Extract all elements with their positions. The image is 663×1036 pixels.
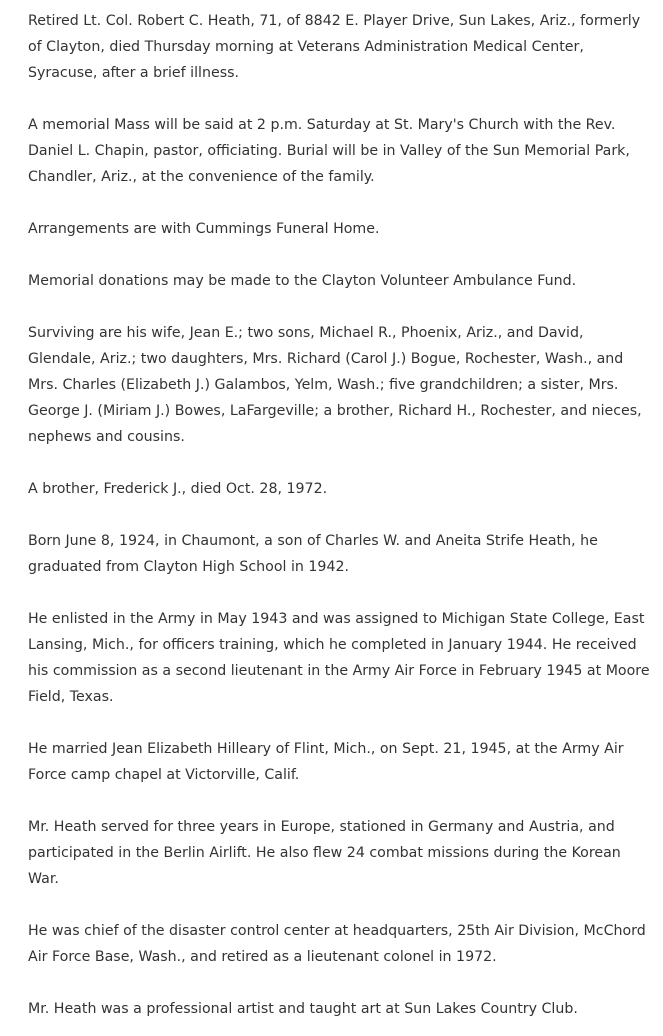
paragraph-marriage: He married Jean Elizabeth Hilleary of Flint, Mich., on Sept. 21, 1945, at the Army Air Force camp chapel at Victorville, Calif. xyxy=(28,741,624,783)
paragraph-retirement: He was chief of the disaster control center at headquarters, 25th Air Division, McChord Air Force Base, Wash., and retired as a lieutenant colonel in 1972. xyxy=(28,923,646,965)
paragraph-birth: Born June 8, 1924, in Chaumont, a son of Charles W. and Aneita Strife Heath, he graduated from Clayton High School in 1942. xyxy=(28,533,598,575)
paragraph-memorial-mass: A memorial Mass will be said at 2 p.m. Saturday at St. Mary's Church with the Rev. Daniel L. Chapin, pastor, officiating. Burial will be in Valley of the Sun Memorial Park, Chandler, Ariz., at the convenience of the family. xyxy=(28,117,630,185)
paragraph-enlistment: He enlisted in the Army in May 1943 and was assigned to Michigan State College, East Lansing, Mich., for officers training, which he completed in January 1944. He received his commission as a second lieutenant in the Army Air Force in February 1945 at Moore Field, Texas. xyxy=(28,611,650,705)
paragraph-arrangements: Arrangements are with Cummings Funeral Home. xyxy=(28,221,380,237)
paragraph-death-notice: Retired Lt. Col. Robert C. Heath, 71, of 8842 E. Player Drive, Sun Lakes, Ariz., formerly of Clayton, died Thursday morning at Veterans Administration Medical Center, Syracuse, after a brief illness. xyxy=(28,13,641,81)
paragraph-artist: Mr. Heath was a professional artist and taught art at Sun Lakes Country Club. xyxy=(28,1001,578,1017)
paragraph-survivors: Surviving are his wife, Jean E.; two sons, Michael R., Phoenix, Ariz., and David, Glendale, Ariz.; two daughters, Mrs. Richard (Carol J.) Bogue, Rochester, Wash., and Mrs. Charles (Elizabeth J.) Galambos, Yelm, Wash.; five grandchildren; a sister, Mrs. George J. (Miriam J.) Bowes, LaFargeville; a brother, Richard H., Rochester, and nieces, nephews and cousins. xyxy=(28,325,642,445)
paragraph-donations: Memorial donations may be made to the Clayton Volunteer Ambulance Fund. xyxy=(28,273,577,289)
paragraph-service-europe: Mr. Heath served for three years in Europe, stationed in Germany and Austria, and participated in the Berlin Airlift. He also flew 24 combat missions during the Korean War. xyxy=(28,819,621,887)
paragraph-predeceased: A brother, Frederick J., died Oct. 28, 1972. xyxy=(28,481,328,497)
